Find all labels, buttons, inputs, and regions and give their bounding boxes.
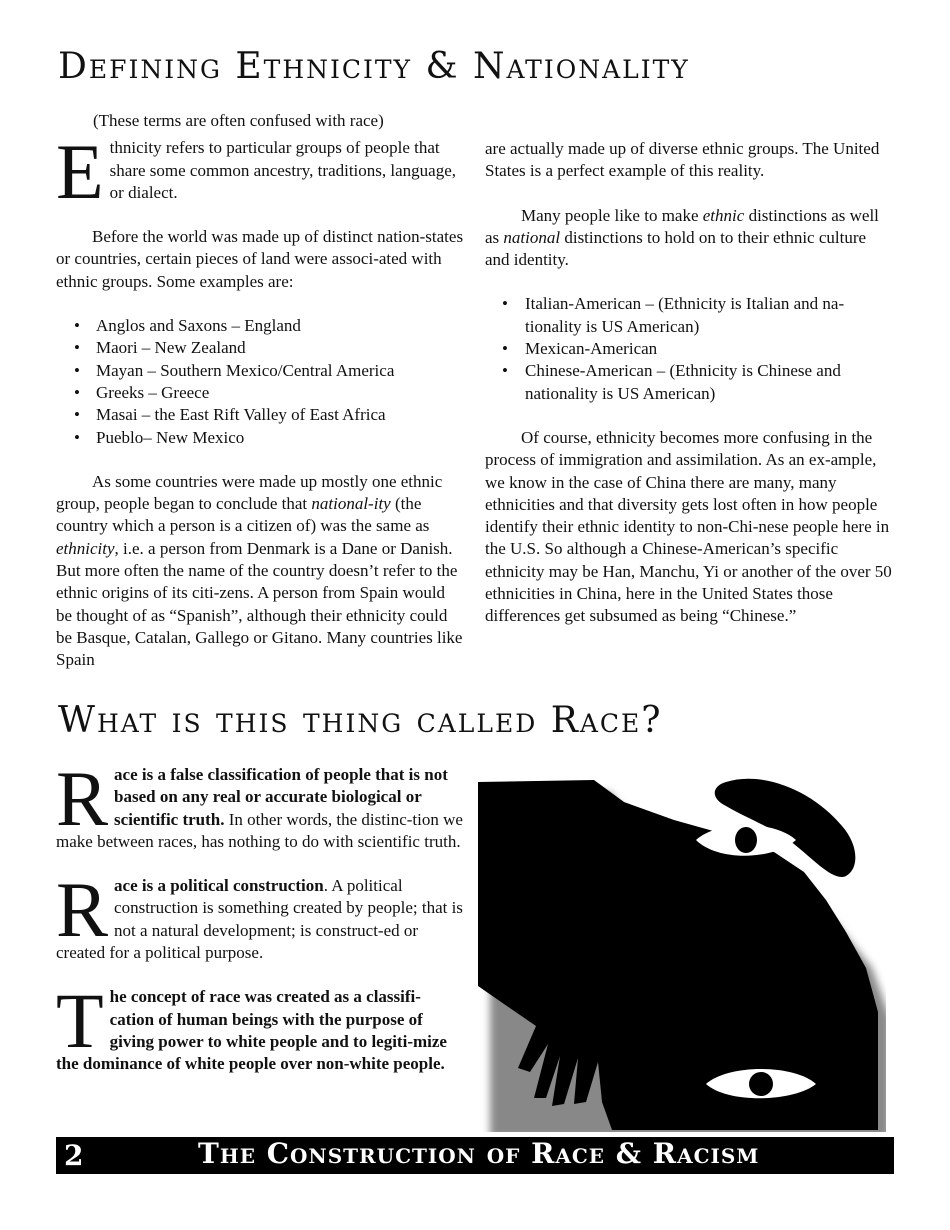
intro-paragraph bbox=[56, 128, 464, 216]
text-run: In other words, the distinc-tion we make between races, has nothing to do with scientific truth. bbox=[56, 809, 463, 851]
face-illustration bbox=[474, 772, 886, 1132]
hyphenated-identity-list bbox=[485, 293, 893, 404]
intro-text: thnicity refers to particular groups of people that share some common ancestry, traditions, language, or dialect. bbox=[109, 138, 457, 202]
list-item: • Pueblo– New Mexico bbox=[56, 427, 464, 449]
paragraph-nationality bbox=[56, 471, 464, 672]
text-run: . A political construction is something created by people; that is not a natural development; is construct-ed or created for a political purpose. bbox=[56, 876, 463, 963]
race-paragraph-1 bbox=[56, 755, 464, 853]
bold-text: ace is a political construction bbox=[114, 876, 324, 896]
ethnic-examples-list bbox=[56, 315, 464, 449]
text-run: , i.e. a person from Denmark is a Dane or Danish. But more often the name of the country doesn’t refer to the ethnic origins of its citi-zens. A person from Spain would be thought of as “Spanish”, although their ethnicity could be Basque, Catalan, Gallego or Gitano. Many countries like Spain bbox=[56, 538, 463, 670]
text-run: Many people like to make bbox=[521, 205, 703, 225]
footer-title: The Construction of Race & Racism bbox=[198, 1137, 760, 1170]
list-item: • Masai – the East Rift Valley of East Africa bbox=[56, 404, 464, 426]
drop-cap-t: T bbox=[56, 977, 104, 1065]
italic-term: national bbox=[503, 227, 561, 247]
section-title-ethnicity: Defining Ethnicity & Nationality bbox=[58, 46, 690, 87]
page-number: 2 bbox=[64, 1139, 84, 1172]
drop-cap-r: R bbox=[56, 755, 109, 842]
bold-text: he concept of race was created as a classifi-cation of human beings with the purpose of giving power to white people and to legiti-mize the dominance of white people over non-white people. bbox=[56, 987, 447, 1074]
race-paragraph-2 bbox=[56, 866, 464, 964]
drop-cap-r: R bbox=[56, 866, 109, 954]
italic-term: national-ity bbox=[311, 494, 391, 514]
list-item: • Mexican-American bbox=[485, 338, 893, 360]
left-column bbox=[56, 110, 464, 672]
list-item: • Chinese-American – (Ethnicity is Chinese and nationality is US American) bbox=[485, 360, 893, 405]
text-run: (the country which a person is a citizen of) was the same as bbox=[56, 494, 430, 536]
bold-text: ace is a false classification of people that is not based on any real or accurate biological or scientific truth. bbox=[114, 765, 448, 829]
paragraph-immigration: Of course, ethnicity becomes more confusing in the process of immigration and assimilation. As an ex-ample, we know in the case of China there are many, many ethnicities and that diversity gets lost often in how people identify their ethnic identity to non-Chi-nese people here in the U.S. So although a Chinese-American’s specific ethnicity may be Han, Manchu, Yi or another of the over 50 ethnicities in China, here in the United States those differences get subsumed as being “Chinese.” bbox=[485, 427, 892, 626]
list-item: • Maori – New Zealand bbox=[56, 337, 464, 359]
paragraph-distinctions bbox=[485, 205, 893, 272]
list-item: • Greeks – Greece bbox=[56, 382, 464, 404]
list-item: • Italian-American – (Ethnicity is Italian and na-tionality is US American) bbox=[485, 293, 893, 338]
paragraph-nation-states: Before the world was made up of distinct nation-states or countries, certain pieces of land were associ-ated with ethnic groups. Some examples are: bbox=[56, 227, 464, 291]
text-run: distinctions as well as bbox=[485, 205, 879, 247]
right-column bbox=[485, 138, 893, 628]
section-title-race: What is this thing called Race? bbox=[58, 700, 663, 741]
paragraph-diverse-groups: are actually made up of diverse ethnic groups. The United States is a perfect example of this reality. bbox=[485, 139, 880, 181]
list-item: • Mayan – Southern Mexico/Central America bbox=[56, 360, 464, 382]
footer-bar bbox=[56, 1137, 894, 1174]
race-paragraph-3 bbox=[56, 977, 464, 1075]
text-run: As some countries were made up mostly one ethnic group, people began to conclude that bbox=[56, 471, 443, 514]
italic-term: ethnicity bbox=[56, 538, 115, 558]
italic-term: ethnic bbox=[702, 205, 745, 225]
text-run: distinctions to hold on to their ethnic culture and identity. bbox=[485, 227, 867, 270]
drop-cap-e: E bbox=[56, 128, 104, 216]
section-subtitle: (These terms are often confused with race) bbox=[93, 111, 384, 130]
race-column bbox=[56, 755, 464, 1076]
list-item: • Anglos and Saxons – England bbox=[56, 315, 464, 337]
